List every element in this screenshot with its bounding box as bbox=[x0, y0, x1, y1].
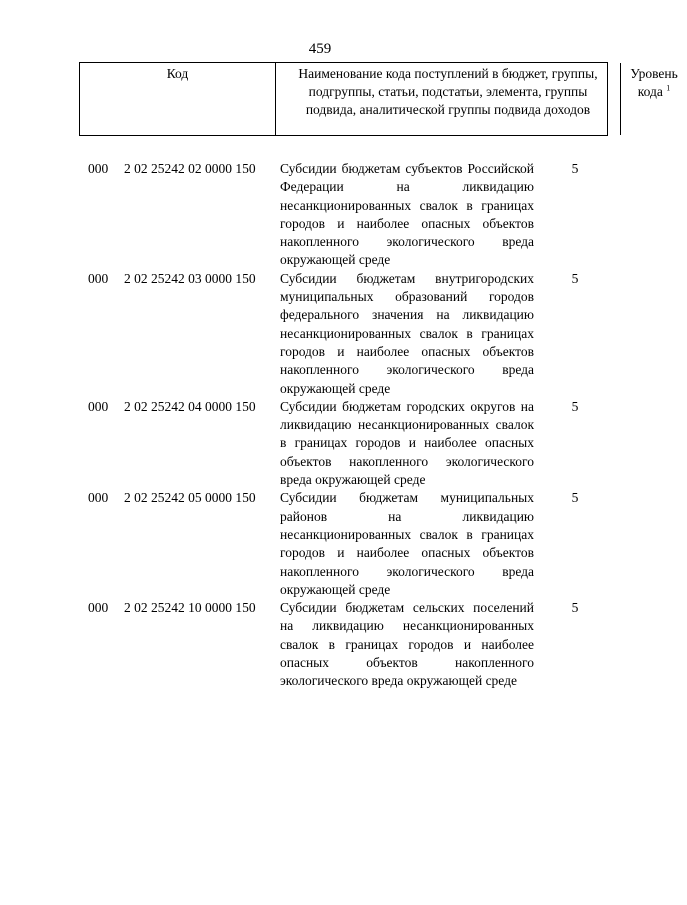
header-name: Наименование кода поступлений в бюджет, группы, подгруппы, статьи, подстатьи, элемента, группы подвида, аналитической группы подвида доходов bbox=[276, 63, 621, 135]
row-name: Субсидии бюджетам городских округов на ликвидацию несанкционированных свалок в границах городов и наиболее опасных объектов накопленного экологического вреда окружающей среде bbox=[280, 398, 534, 488]
row-name: Субсидии бюджетам внутригородских муниципальных образований городов федерального значения на ликвидацию несанкционированных свалок в границах городов и наиболее опасных объектов накопленного экологического вреда окружающей среде bbox=[280, 270, 534, 396]
page-number: 459 bbox=[308, 41, 332, 57]
row-code-prefix: 000 bbox=[88, 490, 109, 506]
table-row bbox=[0, 398, 640, 489]
row-level: 5 bbox=[571, 161, 579, 176]
table-row bbox=[0, 160, 640, 270]
row-code-prefix: 000 bbox=[88, 600, 109, 616]
header-level bbox=[621, 63, 687, 135]
row-name: Субсидии бюджетам сельских поселений на ликвидацию несанкционированных свалок в границах городов и наиболее опасных объектов накопленного экологического вреда окружающей среде bbox=[280, 600, 534, 689]
table-header bbox=[79, 62, 678, 136]
row-code-prefix: 000 bbox=[88, 161, 109, 176]
table-body bbox=[0, 160, 640, 691]
row-code: 2 02 25242 05 0000 150 bbox=[124, 490, 256, 506]
row-name: Субсидии бюджетам субъектов Российской Федерации на ликвидацию несанкционированных свалок в границах городов и наиболее опасных объектов накопленного экологического вреда окружающей среде bbox=[280, 161, 534, 268]
row-code: 2 02 25242 04 0000 150 bbox=[124, 398, 256, 414]
row-code: 2 02 25242 10 0000 150 bbox=[124, 600, 256, 616]
header-level-footnote: 1 bbox=[666, 83, 671, 93]
table-row bbox=[0, 270, 640, 398]
table-row bbox=[0, 599, 640, 690]
table-row bbox=[0, 489, 640, 599]
row-level: 5 bbox=[571, 270, 579, 286]
row-name: Субсидии бюджетам муниципальных районов на ликвидацию несанкционированных свалок в границах городов и наиболее опасных объектов накопленного экологического вреда окружающей среде bbox=[280, 490, 534, 597]
row-level: 5 bbox=[571, 398, 579, 414]
row-code: 2 02 25242 02 0000 150 bbox=[124, 161, 256, 176]
row-level: 5 bbox=[571, 600, 579, 616]
header-level-label: Уровень кода bbox=[630, 66, 678, 99]
row-code: 2 02 25242 03 0000 150 bbox=[124, 270, 256, 286]
header-code: Код bbox=[80, 63, 276, 135]
row-code-prefix: 000 bbox=[88, 398, 109, 414]
row-code-prefix: 000 bbox=[88, 270, 109, 286]
row-level: 5 bbox=[571, 490, 579, 506]
